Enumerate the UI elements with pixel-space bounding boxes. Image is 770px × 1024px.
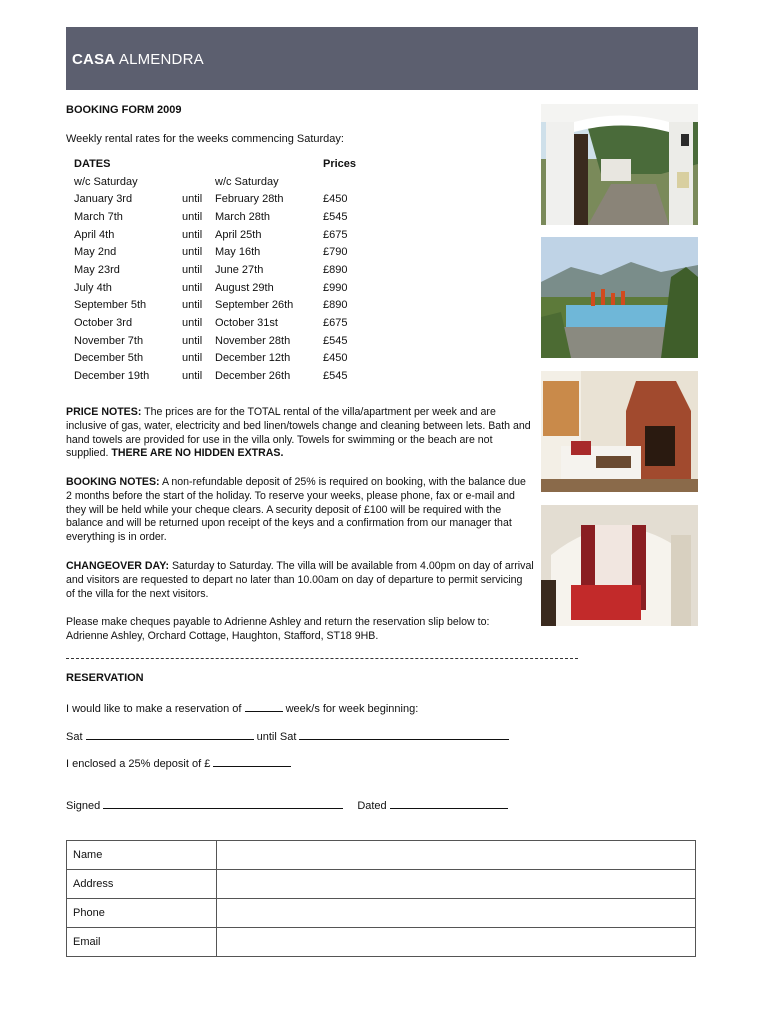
field-input-name[interactable] — [217, 841, 696, 870]
dated-blank[interactable] — [390, 798, 508, 809]
field-input-address[interactable] — [217, 870, 696, 899]
weeks-label-a: I would like to make a reservation of — [66, 703, 245, 715]
brand-bold: CASA — [72, 51, 116, 68]
rate-to: April 25th — [215, 228, 262, 241]
rate-to: November 28th — [215, 334, 291, 347]
rate-from: November 7th — [74, 334, 144, 347]
intro-text: Weekly rental rates for the weeks commencing Saturday: — [66, 133, 344, 145]
contact-form — [66, 840, 696, 957]
rates-table — [70, 155, 367, 385]
form-row — [67, 928, 696, 957]
rate-until: until — [182, 352, 203, 365]
price-notes — [66, 406, 534, 461]
rate-price: £450 — [323, 352, 348, 365]
price-notes-label: PRICE NOTES: — [66, 406, 142, 418]
rate-until: until — [182, 263, 203, 276]
rate-price: £790 — [323, 246, 348, 259]
booking-notes-text: A non-refundable deposit of 25% is required on booking, with the balance due 2 months before the start of the holiday. To reserve your weeks, please phone, fax or e-mail and they will be held while your cheque clears. A security deposit of £100 will be required with the balance and will be returned upon receipt of the keys and a confirmation from our manager that everything is in order. — [66, 476, 526, 544]
sat-label-a: Sat — [66, 731, 86, 743]
weeks-label-b: week/s for week beginning: — [282, 703, 419, 715]
field-label-phone: Phone — [67, 899, 217, 928]
sat-from-blank[interactable] — [86, 729, 254, 740]
deposit-blank[interactable] — [213, 756, 291, 767]
changeover-text: Saturday to Saturday. The villa will be available from 4.00pm on day of arrival and visitors are requested to depart no later than 10.00am on day of departure to permit servicing of the villa for the next visitors. — [66, 560, 534, 600]
form-row — [67, 870, 696, 899]
rate-from: December 5th — [74, 352, 144, 365]
brand-rest: ALMENDRA — [118, 51, 204, 68]
rate-row — [70, 226, 367, 244]
cheques-note: Please make cheques payable to Adrienne Ashley and return the reservation slip below to: Adrienne Ashley, Orchard Cottage, Haughton, Stafford, ST18 9HB. — [66, 616, 490, 642]
rate-from: May 23rd — [74, 263, 120, 276]
rate-to: December 26th — [215, 370, 291, 383]
rate-to: February 28th — [215, 193, 284, 206]
rate-until: until — [182, 210, 203, 223]
rate-until: until — [182, 334, 203, 347]
photo-bedroom — [541, 505, 698, 626]
rate-row — [70, 350, 367, 368]
rate-until: until — [182, 193, 203, 206]
photo-pool-view — [541, 237, 698, 358]
rate-row — [70, 297, 367, 315]
changeover-label: CHANGEOVER DAY: — [66, 560, 170, 572]
rate-row — [70, 261, 367, 279]
rate-to: May 16th — [215, 246, 261, 259]
price-notes-text: The prices are for the TOTAL rental of the villa/apartment per week and are inclusive of gas, water, electricity and bed linen/towels change and cleaning between lets. Bath and hand towels are provided for use in the villa only. Towels for swimming or the beach are not supplied. — [66, 406, 531, 460]
field-input-phone[interactable] — [217, 899, 696, 928]
page-title: BOOKING FORM 2009 — [66, 104, 182, 116]
rate-from: January 3rd — [74, 193, 133, 206]
cut-line — [66, 658, 578, 659]
booking-notes-label: BOOKING NOTES: — [66, 476, 160, 488]
rate-row — [70, 332, 367, 350]
field-label-email: Email — [67, 928, 217, 957]
rate-from: May 2nd — [74, 246, 117, 259]
rate-from: October 3rd — [74, 317, 133, 330]
header-banner — [66, 27, 698, 90]
sat-label-b: until Sat — [253, 731, 300, 743]
rate-row — [70, 367, 367, 385]
dated-label: Dated — [357, 800, 390, 812]
rate-to: September 26th — [215, 299, 294, 312]
rate-to: March 28th — [215, 210, 271, 223]
rate-until: until — [182, 281, 203, 294]
signed-blank[interactable] — [103, 798, 343, 809]
form-row — [67, 841, 696, 870]
rate-to: August 29th — [215, 281, 274, 294]
brand-logo — [72, 51, 204, 68]
rate-price: £890 — [323, 263, 348, 276]
changeover-day — [66, 560, 534, 601]
rate-to: December 12th — [215, 352, 291, 365]
sub-to-header: w/c Saturday — [215, 175, 279, 188]
rate-to: October 31st — [215, 317, 278, 330]
sub-from-header: w/c Saturday — [74, 175, 138, 188]
rate-until: until — [182, 317, 203, 330]
booking-notes — [66, 476, 534, 545]
price-notes-emphasis: THERE ARE NO HIDDEN EXTRAS. — [111, 447, 284, 460]
reservation-weeks-line — [66, 701, 418, 715]
deposit-line — [66, 756, 291, 770]
rate-until: until — [182, 228, 203, 241]
col-dates-header: DATES — [74, 157, 111, 170]
rate-until: until — [182, 246, 203, 259]
rate-row — [70, 314, 367, 332]
field-label-address: Address — [67, 870, 217, 899]
col-prices-header: Prices — [323, 157, 357, 170]
rate-to: June 27th — [215, 263, 264, 276]
weeks-blank[interactable] — [245, 701, 283, 712]
rate-until: until — [182, 299, 203, 312]
photo-gateway — [541, 104, 698, 225]
rate-price: £675 — [323, 228, 348, 241]
rate-from: April 4th — [74, 228, 115, 241]
rate-price: £545 — [323, 370, 348, 383]
signature-line — [66, 798, 508, 812]
deposit-label: I enclosed a 25% deposit of £ — [66, 758, 214, 770]
rate-row — [70, 208, 367, 226]
field-input-email[interactable] — [217, 928, 696, 957]
rate-price: £545 — [323, 210, 348, 223]
rate-price: £990 — [323, 281, 348, 294]
rate-price: £545 — [323, 334, 348, 347]
form-row — [67, 899, 696, 928]
rate-from: December 19th — [74, 370, 150, 383]
rate-from: September 5th — [74, 299, 147, 312]
signed-label: Signed — [66, 800, 104, 812]
rate-until: until — [182, 370, 203, 383]
rate-price: £450 — [323, 193, 348, 206]
photo-living-room — [541, 371, 698, 492]
rate-row — [70, 243, 367, 261]
rate-from: July 4th — [74, 281, 112, 294]
sat-to-blank[interactable] — [299, 729, 509, 740]
reservation-dates-line — [66, 729, 509, 743]
rate-row — [70, 190, 367, 208]
field-label-name: Name — [67, 841, 217, 870]
reservation-title: RESERVATION — [66, 672, 144, 684]
rate-price: £675 — [323, 317, 348, 330]
rate-from: March 7th — [74, 210, 123, 223]
rate-row — [70, 279, 367, 297]
rate-price: £890 — [323, 299, 348, 312]
